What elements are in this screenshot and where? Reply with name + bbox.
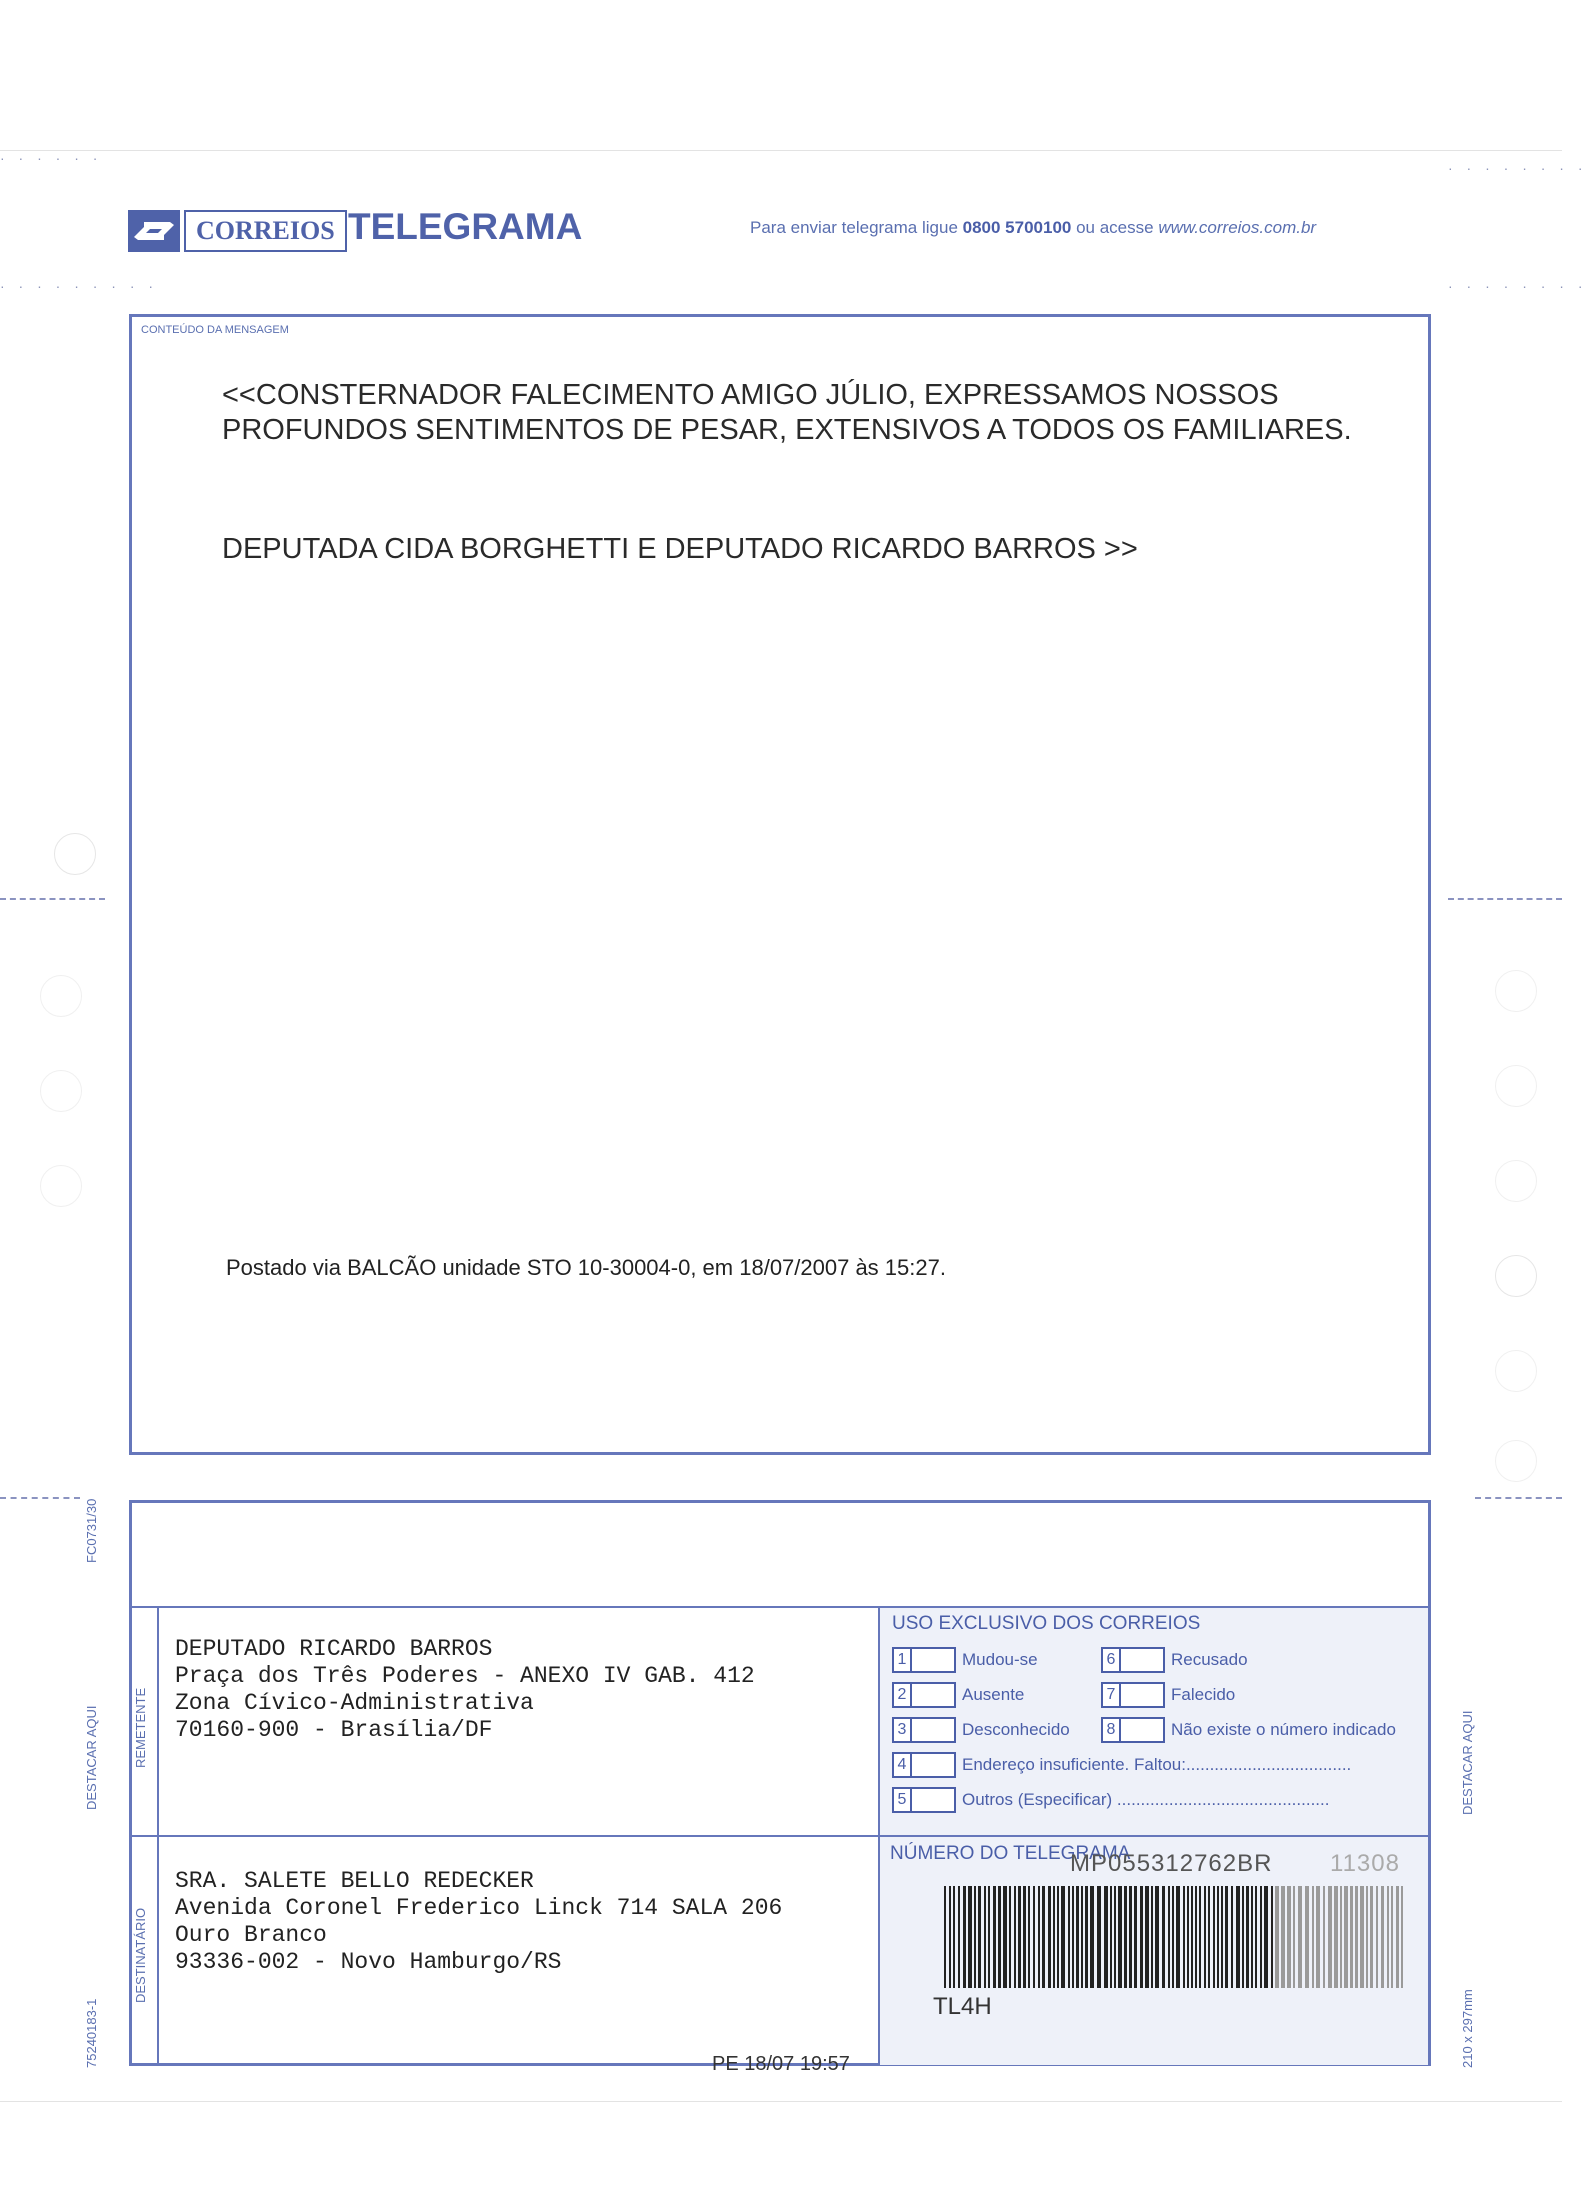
option-number: 8 xyxy=(1101,1717,1121,1743)
routing-code: TL4H xyxy=(933,1993,992,2020)
option-ausente[interactable] xyxy=(892,1682,1024,1708)
checkbox[interactable] xyxy=(912,1787,956,1813)
message-box xyxy=(129,314,1431,1455)
barcode-bar xyxy=(1118,1886,1122,1988)
punch-hole xyxy=(1495,970,1537,1012)
barcode-bar xyxy=(1057,1886,1059,1988)
option-number: 2 xyxy=(892,1682,912,1708)
barcode-bar xyxy=(1271,1886,1273,1988)
option-number: 5 xyxy=(892,1787,912,1813)
barcode-bar xyxy=(1076,1886,1079,1988)
barcode-bar xyxy=(963,1886,966,1988)
option-endereco-insuficiente[interactable] xyxy=(892,1752,1351,1778)
document-title: TELEGRAMA xyxy=(348,206,583,247)
option-label: Endereço insuficiente. Faltou:................................... xyxy=(962,1755,1352,1774)
punch-hole xyxy=(54,833,96,875)
detach-label-left: DESTACAR AQUI xyxy=(84,1705,99,1810)
barcode-bar xyxy=(1225,1886,1228,1988)
barcode-bar xyxy=(1293,1886,1295,1988)
barcode-bar xyxy=(1053,1886,1055,1988)
barcode-bar xyxy=(1355,1886,1358,1988)
telegram-number: MP055312762BR xyxy=(1070,1850,1273,1877)
option-desconhecido[interactable] xyxy=(892,1717,1070,1743)
header-info-middle: ou acesse xyxy=(1071,218,1159,237)
option-label: Ausente xyxy=(962,1685,1025,1704)
checkbox[interactable] xyxy=(1121,1682,1165,1708)
option-label: Desconhecido xyxy=(962,1720,1070,1739)
divider xyxy=(129,1606,1431,1608)
barcode-bar xyxy=(988,1886,990,1988)
option-outros[interactable] xyxy=(892,1787,1329,1813)
form-code: FC0731/30 xyxy=(84,1498,99,1563)
paper-size: 210 x 297mm xyxy=(1460,1989,1475,2068)
barcode-bar xyxy=(1072,1886,1074,1988)
barcode-bar xyxy=(958,1886,960,1988)
barcode-bar xyxy=(1360,1886,1364,1988)
barcode-bar xyxy=(1366,1886,1368,1988)
barcode-bar xyxy=(1340,1886,1342,1988)
punch-hole xyxy=(1495,1440,1537,1482)
barcode-bar xyxy=(1217,1886,1219,1988)
barcode-bar xyxy=(1183,1886,1185,1988)
barcode-bar xyxy=(949,1886,951,1988)
punch-hole xyxy=(40,1070,82,1112)
barcode-bar xyxy=(1298,1886,1302,1988)
barcode-bar xyxy=(1255,1886,1257,1988)
sender-line: Zona Cívico-Administrativa xyxy=(175,1690,534,1716)
perforation-dots: · · · · · · xyxy=(0,150,103,166)
sender-line: 70160-900 - Brasília/DF xyxy=(175,1717,493,1743)
barcode-bar xyxy=(974,1886,976,1988)
option-number: 6 xyxy=(1101,1647,1121,1673)
barcode-bar xyxy=(1038,1886,1040,1988)
barcode-bar xyxy=(1275,1886,1279,1988)
sender-line: Praça dos Três Poderes - ANEXO IV GAB. 412 xyxy=(175,1663,755,1689)
logo-wordmark: CORREIOS xyxy=(184,210,347,252)
barcode-bar xyxy=(968,1886,972,1988)
barcode-bar xyxy=(1396,1886,1399,1988)
message-label: CONTEÚDO DA MENSAGEM xyxy=(141,324,289,336)
barcode-bar xyxy=(1097,1886,1101,1988)
barcode-bar xyxy=(1134,1886,1137,1988)
phone-number: 0800 5700100 xyxy=(962,218,1072,237)
barcode-bar xyxy=(1172,1886,1174,1988)
punch-hole xyxy=(1495,1350,1537,1392)
barcode-bar xyxy=(1042,1886,1045,1988)
option-number: 4 xyxy=(892,1752,912,1778)
sender-address xyxy=(175,1636,755,1744)
barcode-bar xyxy=(1014,1886,1016,1988)
barcode-bar xyxy=(1187,1886,1189,1988)
checkbox[interactable] xyxy=(1121,1647,1165,1673)
barcode-bar xyxy=(1246,1886,1249,1988)
barcode-bar xyxy=(1344,1886,1348,1988)
option-number: 7 xyxy=(1101,1682,1121,1708)
barcode-bar xyxy=(1033,1886,1035,1988)
barcode-bar xyxy=(1090,1886,1094,1988)
option-number: 1 xyxy=(892,1647,912,1673)
barcode-bar xyxy=(1195,1886,1197,1988)
barcode-bar xyxy=(978,1886,981,1988)
telegram-number-suffix: 11308 xyxy=(1330,1850,1400,1877)
recipient-line: Ouro Branco xyxy=(175,1922,327,1948)
recipient-label: DESTINATÁRIO xyxy=(133,1907,148,2003)
sender-label: REMETENTE xyxy=(133,1687,148,1768)
punch-hole xyxy=(1495,1160,1537,1202)
barcode-bar xyxy=(993,1886,996,1988)
barcode-bar xyxy=(1328,1886,1332,1988)
option-recusado[interactable] xyxy=(1101,1647,1248,1673)
barcode-bar xyxy=(1204,1886,1206,1988)
barcode-bar xyxy=(1387,1886,1389,1988)
checkbox[interactable] xyxy=(912,1647,956,1673)
barcode-bar xyxy=(1281,1886,1285,1988)
recipient-address xyxy=(175,1868,782,1976)
barcode-bar xyxy=(1140,1886,1143,1988)
perforation-dots: · · · · · · · · xyxy=(1448,278,1588,294)
barcode-bar xyxy=(1023,1886,1026,1988)
barcode-bar xyxy=(1334,1886,1338,1988)
website-link[interactable]: www.correios.com.br xyxy=(1158,218,1317,237)
correios-arrows-icon xyxy=(128,210,180,252)
barcode-bar xyxy=(1168,1886,1170,1988)
message-body: <<CONSTERNADOR FALECIMENTO AMIGO JÚLIO, EXPRESSAMOS NOSSOS PROFUNDOS SENTIMENTOS DE PESAR, EXTENSIVOS A TODOS OS FAMILIARES. xyxy=(222,379,1352,446)
barcode-bar xyxy=(953,1886,955,1988)
punch-hole xyxy=(1495,1255,1537,1297)
delivery-stamp: PE 18/07 19:57 xyxy=(712,2053,850,2075)
barcode-bar xyxy=(1231,1886,1233,1988)
divider xyxy=(878,1606,880,2066)
telegram-number-title: NÚMERO DO TELEGRAMA xyxy=(890,1843,1131,1864)
option-falecido[interactable] xyxy=(1101,1682,1235,1708)
option-label: Mudou-se xyxy=(962,1650,1038,1669)
posted-info: Postado via BALCÃO unidade STO 10-30004-0, em 18/07/2007 às 15:27. xyxy=(226,1255,946,1280)
barcode-bar xyxy=(1376,1886,1378,1988)
barcode-bar xyxy=(1003,1886,1007,1988)
barcode-bar xyxy=(1018,1886,1021,1988)
barcode-bar xyxy=(1323,1886,1325,1988)
barcode-bar xyxy=(1221,1886,1223,1988)
barcode-bar xyxy=(1155,1886,1159,1988)
barcode-bar xyxy=(1145,1886,1149,1988)
header-info xyxy=(750,218,1316,238)
checkbox[interactable] xyxy=(912,1682,956,1708)
barcode-bar xyxy=(1061,1886,1065,1988)
sender-line: DEPUTADO RICARDO BARROS xyxy=(175,1636,493,1662)
barcode-bar xyxy=(1287,1886,1291,1988)
option-number: 3 xyxy=(892,1717,912,1743)
barcode-bar xyxy=(1312,1886,1314,1988)
barcode-bar xyxy=(1391,1886,1393,1988)
message-signature: DEPUTADA CIDA BORGHETTI E DEPUTADO RICARDO BARROS >> xyxy=(222,533,1138,565)
barcode-bar xyxy=(1068,1886,1070,1988)
cut-line xyxy=(1448,898,1562,900)
recipient-line: 93336-002 - Novo Hamburgo/RS xyxy=(175,1949,562,1975)
barcode-bar xyxy=(1316,1886,1320,1988)
barcode-bar xyxy=(1213,1886,1215,1988)
perforation-dots: · · · · · · · · xyxy=(1448,160,1588,176)
barcode-bar xyxy=(1381,1886,1384,1988)
barcode-bar xyxy=(1236,1886,1240,1988)
option-mudou-se[interactable] xyxy=(892,1647,1038,1673)
barcode-bar xyxy=(1129,1886,1132,1988)
correios-logo xyxy=(128,210,347,252)
checkbox[interactable] xyxy=(912,1717,956,1743)
barcode-bar xyxy=(1199,1886,1201,1988)
barcode-bar xyxy=(1401,1886,1403,1988)
barcode-bar xyxy=(1251,1886,1253,1988)
recipient-line: SRA. SALETE BELLO REDECKER xyxy=(175,1868,534,1894)
cut-line xyxy=(0,1497,80,1499)
barcode xyxy=(944,1886,1414,1988)
cut-line xyxy=(0,898,105,900)
uso-exclusivo-title: USO EXCLUSIVO DOS CORREIOS xyxy=(892,1613,1201,1634)
barcode-bar xyxy=(1028,1886,1030,1988)
barcode-bar xyxy=(1085,1886,1088,1988)
punch-hole xyxy=(40,975,82,1017)
recipient-line: Avenida Coronel Frederico Linck 714 SALA 206 xyxy=(175,1895,783,1921)
divider xyxy=(129,1835,1431,1837)
barcode-bar xyxy=(998,1886,1001,1988)
checkbox[interactable] xyxy=(912,1752,956,1778)
serial-code: 75240183-1 xyxy=(84,1998,99,2068)
barcode-bar xyxy=(984,1886,986,1988)
option-label: Outros (Especificar) ............................................. xyxy=(962,1790,1330,1809)
barcode-bar xyxy=(1048,1886,1051,1988)
barcode-bar xyxy=(1009,1886,1011,1988)
checkbox[interactable] xyxy=(1121,1717,1165,1743)
cut-line xyxy=(1475,1497,1562,1499)
barcode-bar xyxy=(1114,1886,1116,1988)
barcode-bar xyxy=(1260,1886,1262,1988)
barcode-bar xyxy=(944,1886,946,1988)
barcode-bar xyxy=(1305,1886,1309,1988)
perforation-dots: · · · · · · · · · xyxy=(0,278,159,294)
divider xyxy=(157,1606,159,2066)
barcode-bar xyxy=(1350,1886,1353,1988)
option-label: Não existe o número indicado xyxy=(1171,1720,1396,1739)
barcode-bar xyxy=(1081,1886,1083,1988)
barcode-bar xyxy=(1151,1886,1153,1988)
header-info-prefix: Para enviar telegrama ligue xyxy=(750,218,963,237)
barcode-bar xyxy=(1370,1886,1373,1988)
barcode-bar xyxy=(1191,1886,1193,1988)
barcode-bar xyxy=(1176,1886,1180,1988)
barcode-bar xyxy=(1264,1886,1268,1988)
barcode-bar xyxy=(1162,1886,1165,1988)
barcode-bar xyxy=(1124,1886,1127,1988)
barcode-bar xyxy=(1242,1886,1244,1988)
barcode-bar xyxy=(1208,1886,1210,1988)
barcode-bar xyxy=(1104,1886,1108,1988)
option-nao-existe[interactable] xyxy=(1101,1717,1396,1743)
option-label: Falecido xyxy=(1171,1685,1236,1704)
punch-hole xyxy=(1495,1065,1537,1107)
barcode-bar xyxy=(1110,1886,1112,1988)
option-label: Recusado xyxy=(1171,1650,1248,1669)
detach-label-right: DESTACAR AQUI xyxy=(1460,1710,1475,1815)
punch-hole xyxy=(40,1165,82,1207)
